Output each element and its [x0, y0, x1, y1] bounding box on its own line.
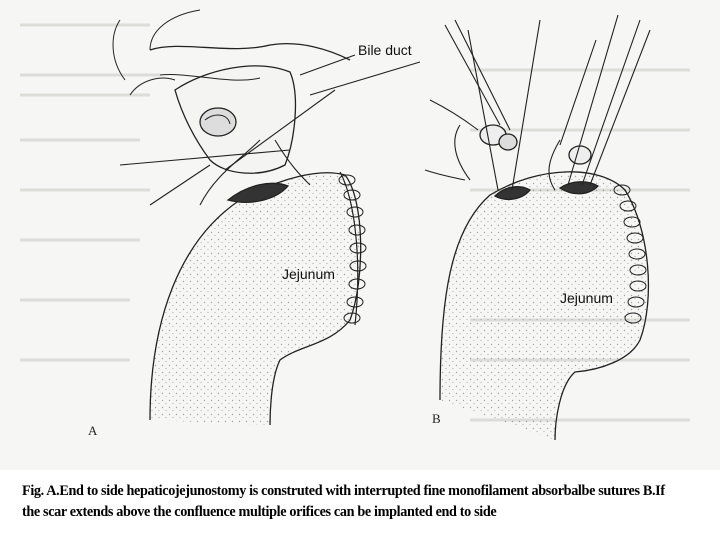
figure-caption [22, 481, 712, 523]
caption-line-1: Fig. A.End to side hepaticojejunostomy is construted with interrupted fine monofilament absorbalbe sutures B.If [22, 483, 665, 499]
panel-b-drawing [425, 15, 650, 440]
panel-a-letter: A [88, 423, 98, 438]
panel-b-letter: B [432, 411, 441, 426]
suture-needles-b [445, 15, 650, 190]
liver-edge-a [150, 44, 350, 60]
orifice-b3 [569, 146, 591, 164]
duct-lumen-a [200, 108, 236, 136]
bile-duct-label: Bile duct [358, 42, 412, 58]
jejunum-loop-a [150, 173, 361, 425]
caption-line-2: the scar extends above the confluence multiple orifices can be implanted end to side [22, 504, 497, 520]
orifice-b2 [499, 134, 517, 150]
panel-a-drawing [113, 10, 420, 425]
jejunum-loop-b [440, 172, 648, 440]
jejunum-label-b: Jejunum [560, 290, 613, 306]
jejunum-label-a: Jejunum [282, 266, 335, 282]
